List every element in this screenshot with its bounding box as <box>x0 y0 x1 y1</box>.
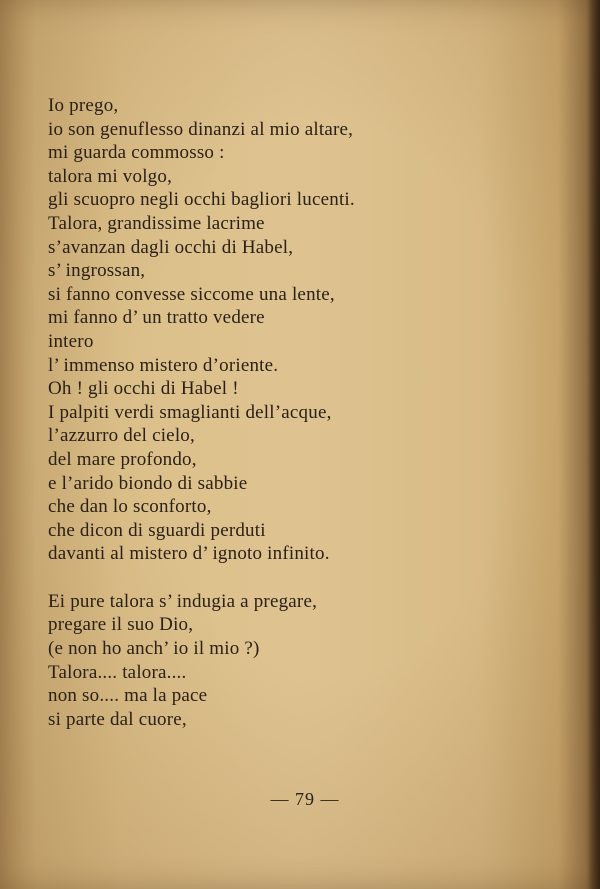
page-number: — 79 — <box>270 789 340 809</box>
poem-line: l’ immenso mistero d’oriente. <box>48 354 279 376</box>
poem-line: del mare profondo, <box>48 448 197 470</box>
poem-line: Io prego, <box>48 95 119 116</box>
stanza-1 <box>48 94 578 566</box>
poem-line: Talora.... talora.... <box>48 661 187 683</box>
poem-line: mi fanno d’ un tratto vedere <box>48 307 265 329</box>
poem-line: l’azzurro del cielo, <box>48 425 195 447</box>
poem-line: davanti al mistero d’ ignoto infinito. <box>48 543 330 565</box>
poem-line: che dicon di sguardi perduti <box>48 519 266 541</box>
stanza-2 <box>48 590 578 732</box>
poem-line: e l’arido biondo di sabbie <box>48 472 248 494</box>
poem-line: che dan lo sconforto, <box>48 496 212 518</box>
poem-line: non so.... ma la pace <box>48 685 208 707</box>
poem-line: s’avanzan dagli occhi di Habel, <box>48 236 294 258</box>
poem-line: gli scuopro negli occhi bagliori lucenti. <box>48 189 355 211</box>
poem-line: pregare il suo Dio, <box>48 614 194 636</box>
poem-text <box>48 94 578 731</box>
poem-line: talora mi volgo, <box>48 165 173 187</box>
poem-line: io son genuflesso dinanzi al mio altare, <box>48 118 354 140</box>
poem-line: (e non ho anch’ io il mio ?) <box>48 638 260 660</box>
poem-line: Talora, grandissime lacrime <box>48 212 265 234</box>
poem-line: si fanno convesse siccome una lente, <box>48 283 335 305</box>
poem-line: I palpiti verdi smaglianti dell’acque, <box>48 401 332 423</box>
poem-line: si parte dal cuore, <box>48 708 187 730</box>
poem-line: mi guarda commosso : <box>48 142 225 164</box>
poem-line: Oh ! gli occhi di Habel ! <box>48 378 239 400</box>
poem-line: Ei pure talora s’ indugia a pregare, <box>48 590 318 612</box>
stanza-break <box>48 566 578 590</box>
poem-line: intero <box>48 330 94 352</box>
poem-line: s’ ingrossan, <box>48 260 146 282</box>
